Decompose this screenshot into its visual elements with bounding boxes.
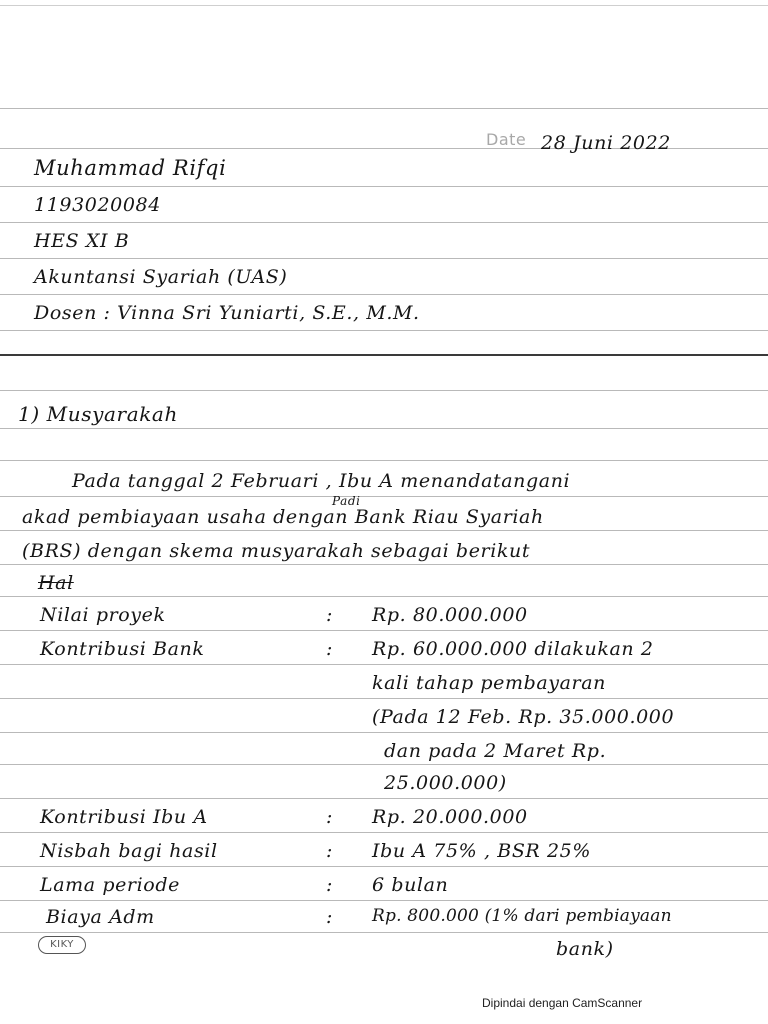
ruled-line [0, 330, 768, 331]
ruled-line [0, 866, 768, 867]
ruled-line [0, 258, 768, 259]
ruled-line [0, 564, 768, 565]
top-margin-line [0, 5, 768, 6]
date-value: 28 Juni 2022 [541, 132, 671, 154]
ruled-line [0, 764, 768, 765]
detail-separator: : [326, 906, 334, 928]
ruled-line [0, 900, 768, 901]
ruled-line [0, 222, 768, 223]
ruled-line [0, 390, 768, 391]
section-title: 1) Musyarakah [18, 402, 178, 426]
ruled-line [0, 664, 768, 665]
detail-value: Rp. 20.000.000 [372, 806, 528, 828]
ruled-line [0, 460, 768, 461]
scanner-watermark: Dipindai dengan CamScanner [482, 996, 643, 1010]
detail-value-continued: 25.000.000) [384, 772, 507, 794]
ruled-line [0, 294, 768, 295]
ruled-line [0, 932, 768, 933]
date-label: Date [486, 130, 527, 149]
ruled-line [0, 630, 768, 631]
class-label: HES XI B [34, 230, 130, 252]
detail-separator: : [326, 806, 334, 828]
ruled-line [0, 428, 768, 429]
inserted-word: Padi [332, 494, 361, 508]
ruled-line [0, 832, 768, 833]
detail-value: 6 bulan [372, 874, 449, 896]
detail-value-continued: kali tahap pembayaran [372, 672, 606, 694]
struck-word: Hal [38, 572, 74, 594]
paragraph-line-3: (BRS) dengan skema musyarakah sebagai berikut [22, 540, 531, 562]
lecturer-line: Dosen : Vinna Sri Yuniarti, S.E., M.M. [34, 302, 420, 324]
ruled-line [0, 530, 768, 531]
detail-separator: : [326, 874, 334, 896]
header-divider-line [0, 354, 768, 356]
student-id: 1193020084 [34, 194, 161, 216]
detail-value-continued: bank) [556, 938, 614, 960]
detail-label: Kontribusi Bank [40, 638, 205, 660]
student-name: Muhammad Rifqi [34, 156, 227, 180]
detail-separator: : [326, 638, 334, 660]
ruled-line [0, 596, 768, 597]
paragraph-line-1: Pada tanggal 2 Februari , Ibu A menandatangani [72, 470, 571, 492]
ruled-line [0, 496, 768, 497]
ruled-line [0, 798, 768, 799]
ruled-line [0, 108, 768, 109]
detail-value: Rp. 800.000 (1% dari pembiayaan [372, 906, 672, 926]
ruled-line [0, 732, 768, 733]
detail-value-continued: (Pada 12 Feb. Rp. 35.000.000 [372, 706, 675, 728]
detail-value: Rp. 60.000.000 dilakukan 2 [372, 638, 654, 660]
detail-separator: : [326, 604, 334, 626]
paragraph-line-2: akad pembiayaan usaha dengan Bank Riau Syariah [22, 506, 544, 528]
detail-label: Nilai proyek [40, 604, 166, 626]
course-title: Akuntansi Syariah (UAS) [34, 266, 288, 288]
detail-label: Lama periode [40, 874, 180, 896]
detail-label: Biaya Adm [46, 906, 155, 928]
notebook-brand-logo: KIKY [38, 936, 86, 954]
detail-label: Kontribusi Ibu A [40, 806, 208, 828]
detail-label: Nisbah bagi hasil [40, 840, 218, 862]
ruled-line [0, 698, 768, 699]
detail-separator: : [326, 840, 334, 862]
detail-value: Ibu A 75% , BSR 25% [372, 840, 592, 862]
ruled-line [0, 186, 768, 187]
detail-value-continued: dan pada 2 Maret Rp. [384, 740, 607, 762]
detail-value: Rp. 80.000.000 [372, 604, 528, 626]
